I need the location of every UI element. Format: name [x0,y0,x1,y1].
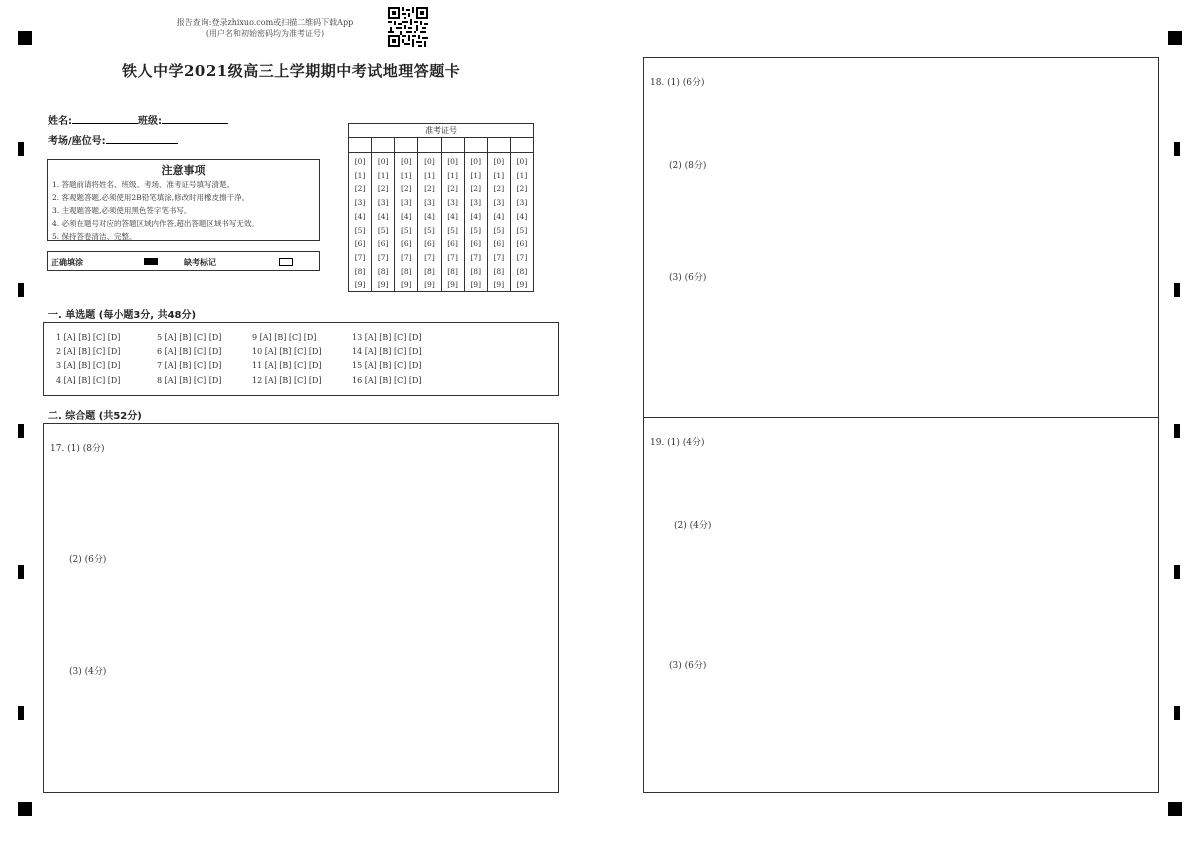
exam-id-bubble[interactable]: [5] [377,225,389,235]
timing-mark [1174,142,1180,156]
exam-id-column [395,153,418,292]
exam-id-bubble[interactable]: [9] [354,280,366,290]
mc-question[interactable]: 4 [A] [B] [C] [D] [56,375,121,385]
mc-column-4 [352,331,422,388]
q17-part-2: (2) (6分) [69,555,107,565]
exam-id-column [465,153,488,292]
notice-item: 3. 主观题答题,必须使用黑色签字笔书写。 [52,206,192,215]
exam-id-bubble[interactable]: [0] [401,157,412,166]
exam-id-bubble[interactable]: [3] [516,198,528,208]
exam-id-bubble[interactable]: [9] [470,280,481,290]
name-label: 姓名: [48,116,72,127]
exam-id-bubble[interactable]: [6] [401,239,412,249]
notice-item: 1. 答题前请将姓名、班级、考场、准考证号填写清楚。 [52,180,235,189]
q19-part-2: (2) (4分) [674,521,712,531]
exam-id-bubble[interactable]: [3] [354,198,366,208]
page-title: 铁人中学2021级高三上学期期中考试地理答题卡 [122,62,461,80]
q19-part-1: 19. (1) (4分) [650,438,705,448]
exam-id-bubble[interactable]: [3] [424,198,435,208]
exam-id-column [349,153,372,292]
room-seat-field[interactable] [106,133,178,144]
exam-id-title: 准考证号 [349,124,533,138]
corner-marker-bottom-left [18,802,32,816]
exam-id-bubble[interactable]: [5] [354,225,366,235]
q18-answer-box[interactable] [643,57,1159,418]
exam-id-bubble[interactable]: [9] [377,280,389,290]
notice-title: 注意事项 [161,164,206,177]
exam-id-box [348,123,534,292]
section-2-title: 二. 综合题 (共52分) [48,411,142,422]
room-seat-row [48,132,178,147]
exam-id-bubble[interactable]: [2] [493,184,505,194]
mc-question[interactable]: 5 [A] [B] [C] [D] [157,333,222,342]
mc-question[interactable]: 14 [A] [B] [C] [D] [352,347,422,357]
exam-id-bubble[interactable]: [3] [401,198,412,208]
name-field[interactable] [72,113,138,124]
exam-id-bubble[interactable]: [5] [516,225,528,235]
exam-id-bubble[interactable]: [2] [424,184,435,194]
timing-mark [18,565,24,579]
fill-legend-box [47,251,320,271]
mc-question[interactable]: 16 [A] [B] [C] [D] [352,375,422,385]
q18-part-1: 18. (1) (6分) [650,78,705,88]
exam-id-bubble[interactable]: [4] [493,211,505,221]
exam-id-bubble[interactable]: [5] [424,225,435,235]
exam-id-bubble[interactable]: [9] [493,280,505,290]
q18-part-2: (2) (8分) [669,161,707,171]
exam-id-bubble[interactable]: [4] [470,211,481,221]
exam-id-column [418,153,441,292]
q19-answer-box[interactable] [643,417,1159,793]
timing-mark [18,283,24,297]
exam-id-bubble[interactable]: [4] [424,211,435,221]
exam-id-bubble[interactable]: [9] [424,280,435,290]
exam-id-bubble[interactable]: [0] [493,157,505,166]
corner-marker-top-right [1168,31,1182,45]
exam-id-bubble[interactable]: [9] [516,280,528,290]
timing-mark [18,142,24,156]
exam-id-bubble[interactable]: [7] [377,252,389,262]
exam-id-bubble[interactable]: [4] [354,211,366,221]
timing-mark [1174,565,1180,579]
exam-id-bubble[interactable]: [7] [447,252,458,262]
correct-fill-label: 正确填涂 [51,258,83,267]
exam-id-bubble[interactable]: [2] [354,184,366,194]
exam-id-bubble[interactable]: [2] [377,184,389,194]
room-seat-label: 考场/座位号: [48,136,106,147]
exam-id-bubble[interactable]: [1] [470,170,481,180]
exam-id-bubble[interactable]: [1] [377,170,389,180]
timing-mark [1174,706,1180,720]
exam-id-bubble[interactable]: [5] [447,225,458,235]
exam-id-bubble[interactable]: [7] [470,252,481,262]
exam-id-bubble[interactable]: [8] [493,266,505,276]
exam-id-bubble[interactable]: [0] [447,157,458,166]
exam-id-column [511,153,533,292]
exam-id-bubble[interactable]: [7] [401,252,412,262]
exam-id-bubble[interactable]: [8] [354,266,366,276]
exam-id-write-row [349,138,533,153]
notice-item: 4. 必须在题号对应的答题区域内作答,超出答题区域书写无效。 [52,219,259,228]
exam-id-bubble[interactable]: [4] [377,211,389,221]
exam-id-bubble[interactable]: [2] [401,184,412,194]
filled-mark-icon [144,258,158,265]
exam-id-bubble[interactable]: [1] [401,170,412,180]
exam-id-bubble[interactable]: [5] [493,225,505,235]
q17-part-1: 17. (1) (8分) [50,444,105,454]
exam-id-bubble[interactable]: [3] [447,198,458,208]
exam-id-bubble[interactable]: [8] [424,266,435,276]
exam-id-digit-cell[interactable] [372,138,395,152]
single-choice-box [43,322,559,396]
exam-id-bubble[interactable]: [6] [424,239,435,249]
mc-question[interactable]: 10 [A] [B] [C] [D] [252,347,322,357]
exam-id-bubble[interactable]: [6] [516,239,528,249]
mc-question[interactable]: 1 [A] [B] [C] [D] [56,333,121,342]
exam-id-bubble[interactable]: [1] [354,170,366,180]
exam-id-digit-cell[interactable] [349,138,372,152]
report-query-header [160,17,370,39]
timing-mark [18,706,24,720]
exam-id-bubble[interactable]: [6] [447,239,458,249]
corner-marker-bottom-right [1168,802,1182,816]
mc-question[interactable]: 9 [A] [B] [C] [D] [252,333,317,342]
timing-mark [1174,283,1180,297]
mc-column-2 [157,331,221,388]
exam-id-bubble[interactable]: [5] [470,225,481,235]
mc-question[interactable]: 7 [A] [B] [C] [D] [157,361,222,371]
exam-id-bubble[interactable]: [6] [493,239,505,249]
notice-box [47,159,320,241]
exam-id-bubble[interactable]: [7] [493,252,505,262]
exam-id-bubble[interactable]: [8] [470,266,481,276]
qr-code-icon [388,7,428,47]
exam-id-bubble[interactable]: [4] [401,211,412,221]
exam-id-bubble[interactable]: [7] [424,252,435,262]
q17-part-3: (3) (4分) [69,667,107,677]
exam-id-bubble-grid [349,153,533,292]
exam-id-bubble[interactable]: [4] [516,211,528,221]
q17-answer-box[interactable] [43,423,559,793]
exam-id-bubble[interactable]: [2] [470,184,481,194]
absent-mark-label: 缺考标记 [184,258,216,267]
q18-part-3: (3) (6分) [669,273,707,283]
exam-id-bubble[interactable]: [0] [377,157,389,166]
exam-id-column [372,153,395,292]
timing-mark [1174,424,1180,438]
mc-question[interactable]: 8 [A] [B] [C] [D] [157,375,222,385]
exam-id-bubble[interactable]: [3] [470,198,481,208]
header-line-1: 报告查询:登录zhixuo.com或扫描二维码下载App [176,18,354,27]
name-class-row [48,112,228,127]
mc-question[interactable]: 13 [A] [B] [C] [D] [352,333,422,342]
exam-id-bubble[interactable]: [6] [354,239,366,249]
exam-id-bubble[interactable]: [9] [401,280,412,290]
exam-id-bubble[interactable]: [9] [447,280,458,290]
mc-column-1 [56,331,120,388]
exam-id-bubble[interactable]: [2] [516,184,528,194]
q19-part-3: (3) (6分) [669,661,707,671]
class-label: 班级: [138,116,162,127]
exam-id-digit-cell[interactable] [465,138,488,152]
exam-id-bubble[interactable]: [0] [354,157,366,166]
mc-question[interactable]: 6 [A] [B] [C] [D] [157,347,222,357]
exam-id-digit-cell[interactable] [395,138,418,152]
exam-id-bubble[interactable]: [0] [470,157,481,166]
mc-question[interactable]: 15 [A] [B] [C] [D] [352,361,422,371]
timing-mark [18,424,24,438]
header-line-2: (用户名和初始密码均为准考证号) [205,29,325,38]
exam-id-bubble[interactable]: [1] [424,170,435,180]
exam-id-bubble[interactable]: [0] [424,157,435,166]
exam-id-bubble[interactable]: [1] [493,170,505,180]
section-1-title: 一. 单选题 (每小题3分, 共48分) [48,310,197,321]
corner-marker-top-left [18,31,32,45]
exam-id-bubble[interactable]: [7] [354,252,366,262]
exam-id-bubble[interactable]: [1] [516,170,528,180]
exam-id-bubble[interactable]: [6] [470,239,481,249]
exam-id-bubble[interactable]: [7] [516,252,528,262]
exam-id-bubble[interactable]: [1] [447,170,458,180]
exam-id-digit-cell[interactable] [511,138,533,152]
mc-column-3 [252,331,322,388]
mc-question[interactable]: 2 [A] [B] [C] [D] [56,347,121,357]
exam-id-bubble[interactable]: [5] [401,225,412,235]
mc-question[interactable]: 12 [A] [B] [C] [D] [252,375,322,385]
exam-id-bubble[interactable]: [8] [377,266,389,276]
exam-id-digit-cell[interactable] [442,138,465,152]
class-field[interactable] [162,113,228,124]
exam-id-bubble[interactable]: [0] [516,157,528,166]
exam-id-column [488,153,511,292]
mc-question[interactable]: 3 [A] [B] [C] [D] [56,361,121,371]
notice-item: 2. 客观题答题,必须使用2B铅笔填涂,修改时用橡皮擦干净。 [52,193,250,202]
exam-id-digit-cell[interactable] [418,138,441,152]
empty-box-icon[interactable] [279,258,293,266]
exam-id-bubble[interactable]: [4] [447,211,458,221]
exam-id-bubble[interactable]: [3] [377,198,389,208]
mc-question[interactable]: 11 [A] [B] [C] [D] [252,361,322,371]
notice-item: 5. 保持答卷清洁、完整。 [52,232,137,241]
exam-id-bubble[interactable]: [8] [447,266,458,276]
exam-id-bubble[interactable]: [2] [447,184,458,194]
exam-id-digit-cell[interactable] [488,138,511,152]
exam-id-column [442,153,465,292]
exam-id-bubble[interactable]: [6] [377,239,389,249]
exam-id-bubble[interactable]: [8] [516,266,528,276]
exam-id-bubble[interactable]: [3] [493,198,505,208]
exam-id-bubble[interactable]: [8] [401,266,412,276]
